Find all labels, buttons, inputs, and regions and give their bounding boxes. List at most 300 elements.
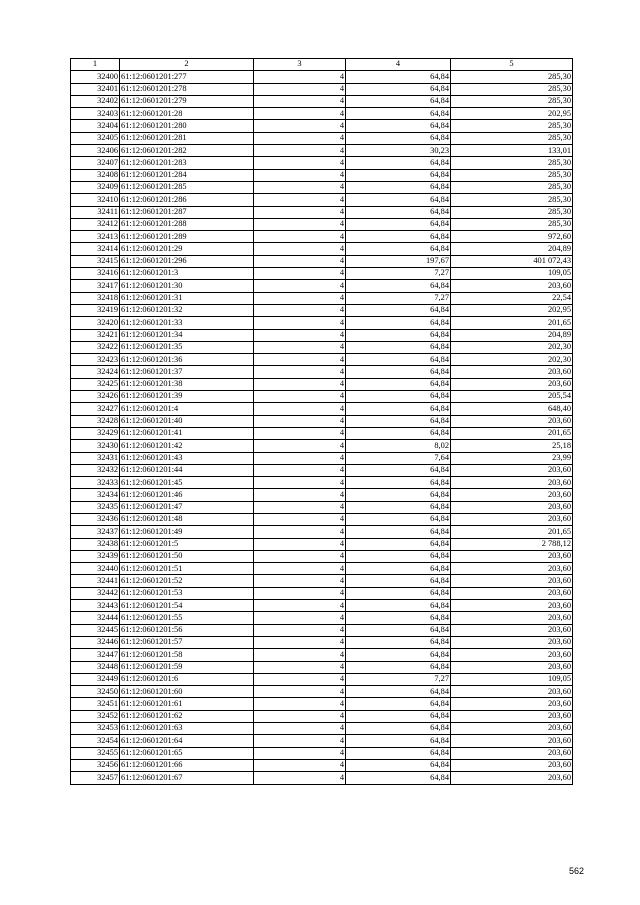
- row-number-cell: 32410: [71, 194, 120, 206]
- value-cell: 203,60: [451, 723, 573, 735]
- table-row: [71, 477, 573, 489]
- cadastral-number-cell: 61:12:0601201:29: [120, 243, 254, 255]
- row-number-cell: 32439: [71, 550, 120, 562]
- type-cell: 4: [254, 145, 346, 157]
- table-row: [71, 612, 573, 624]
- value-cell: 285,30: [451, 157, 573, 169]
- table-row: [71, 206, 573, 218]
- table-row: [71, 120, 573, 132]
- value-cell: 201,65: [451, 526, 573, 538]
- value-cell: 285,30: [451, 83, 573, 95]
- type-cell: 4: [254, 575, 346, 587]
- table-row: [71, 194, 573, 206]
- value-cell: 203,60: [451, 513, 573, 525]
- area-cell: 64,84: [346, 120, 451, 132]
- value-cell: 285,30: [451, 218, 573, 230]
- header-cell-4: 4: [346, 59, 451, 71]
- row-number-cell: 32440: [71, 563, 120, 575]
- row-number-cell: 32428: [71, 415, 120, 427]
- area-cell: 64,84: [346, 661, 451, 673]
- type-cell: 4: [254, 600, 346, 612]
- cadastral-number-cell: 61:12:0601201:287: [120, 206, 254, 218]
- value-cell: 648,40: [451, 403, 573, 415]
- area-cell: 64,84: [346, 354, 451, 366]
- table-body: [71, 71, 573, 784]
- value-cell: 203,60: [451, 698, 573, 710]
- value-cell: 202,30: [451, 341, 573, 353]
- area-cell: 64,84: [346, 317, 451, 329]
- row-number-cell: 32406: [71, 145, 120, 157]
- page-number: 562: [568, 866, 584, 876]
- type-cell: 4: [254, 772, 346, 784]
- cadastral-number-cell: 61:12:0601201:42: [120, 440, 254, 452]
- cadastral-number-cell: 61:12:0601201:51: [120, 563, 254, 575]
- area-cell: 64,84: [346, 501, 451, 513]
- cadastral-number-cell: 61:12:0601201:41: [120, 427, 254, 439]
- value-cell: 203,60: [451, 772, 573, 784]
- row-number-cell: 32455: [71, 747, 120, 759]
- type-cell: 4: [254, 661, 346, 673]
- table-row: [71, 538, 573, 550]
- area-cell: 64,84: [346, 686, 451, 698]
- type-cell: 4: [254, 403, 346, 415]
- row-number-cell: 32456: [71, 759, 120, 771]
- cadastral-number-cell: 61:12:0601201:286: [120, 194, 254, 206]
- value-cell: 203,60: [451, 489, 573, 501]
- value-cell: 203,60: [451, 378, 573, 390]
- cadastral-number-cell: 61:12:0601201:52: [120, 575, 254, 587]
- area-cell: 64,84: [346, 403, 451, 415]
- row-number-cell: 32435: [71, 501, 120, 513]
- header-row: [71, 59, 573, 71]
- value-cell: 25,18: [451, 440, 573, 452]
- table-row: [71, 710, 573, 722]
- row-number-cell: 32412: [71, 218, 120, 230]
- type-cell: 4: [254, 513, 346, 525]
- table-row: [71, 169, 573, 181]
- value-cell: 203,60: [451, 550, 573, 562]
- value-cell: 203,60: [451, 759, 573, 771]
- area-cell: 64,84: [346, 735, 451, 747]
- row-number-cell: 32408: [71, 169, 120, 181]
- cadastral-number-cell: 61:12:0601201:278: [120, 83, 254, 95]
- table-row: [71, 378, 573, 390]
- table-row: [71, 145, 573, 157]
- row-number-cell: 32436: [71, 513, 120, 525]
- cadastral-number-cell: 61:12:0601201:67: [120, 772, 254, 784]
- value-cell: 201,65: [451, 317, 573, 329]
- value-cell: 22,54: [451, 292, 573, 304]
- row-number-cell: 32433: [71, 477, 120, 489]
- value-cell: 133,01: [451, 145, 573, 157]
- row-number-cell: 32401: [71, 83, 120, 95]
- table-row: [71, 661, 573, 673]
- row-number-cell: 32445: [71, 624, 120, 636]
- type-cell: 4: [254, 427, 346, 439]
- value-cell: 203,60: [451, 587, 573, 599]
- cadastral-number-cell: 61:12:0601201:63: [120, 723, 254, 735]
- type-cell: 4: [254, 563, 346, 575]
- table-row: [71, 575, 573, 587]
- type-cell: 4: [254, 231, 346, 243]
- row-number-cell: 32426: [71, 391, 120, 403]
- row-number-cell: 32434: [71, 489, 120, 501]
- type-cell: 4: [254, 194, 346, 206]
- row-number-cell: 32411: [71, 206, 120, 218]
- area-cell: 64,84: [346, 231, 451, 243]
- table-row: [71, 673, 573, 685]
- value-cell: 205,54: [451, 391, 573, 403]
- area-cell: 7,27: [346, 673, 451, 685]
- area-cell: 64,84: [346, 636, 451, 648]
- type-cell: 4: [254, 747, 346, 759]
- type-cell: 4: [254, 501, 346, 513]
- cadastral-number-cell: 61:12:0601201:6: [120, 673, 254, 685]
- value-cell: 203,60: [451, 464, 573, 476]
- cadastral-number-cell: 61:12:0601201:4: [120, 403, 254, 415]
- type-cell: 4: [254, 735, 346, 747]
- type-cell: 4: [254, 378, 346, 390]
- type-cell: 4: [254, 698, 346, 710]
- area-cell: 64,84: [346, 157, 451, 169]
- cadastral-number-cell: 61:12:0601201:283: [120, 157, 254, 169]
- header-cell-1: 1: [71, 59, 120, 71]
- value-cell: 285,30: [451, 169, 573, 181]
- table-row: [71, 501, 573, 513]
- type-cell: 4: [254, 181, 346, 193]
- type-cell: 4: [254, 304, 346, 316]
- value-cell: 203,60: [451, 280, 573, 292]
- table-row: [71, 698, 573, 710]
- type-cell: 4: [254, 587, 346, 599]
- row-number-cell: 32404: [71, 120, 120, 132]
- area-cell: 64,84: [346, 108, 451, 120]
- type-cell: 4: [254, 477, 346, 489]
- table-row: [71, 83, 573, 95]
- table-row: [71, 181, 573, 193]
- value-cell: 203,60: [451, 710, 573, 722]
- area-cell: 64,84: [346, 329, 451, 341]
- row-number-cell: 32423: [71, 354, 120, 366]
- type-cell: 4: [254, 120, 346, 132]
- area-cell: 64,84: [346, 169, 451, 181]
- value-cell: 203,60: [451, 649, 573, 661]
- cadastral-number-cell: 61:12:0601201:34: [120, 329, 254, 341]
- value-cell: 203,60: [451, 661, 573, 673]
- row-number-cell: 32453: [71, 723, 120, 735]
- table-row: [71, 624, 573, 636]
- table-row: [71, 513, 573, 525]
- area-cell: 64,84: [346, 181, 451, 193]
- table-row: [71, 550, 573, 562]
- area-cell: 64,84: [346, 649, 451, 661]
- type-cell: 4: [254, 415, 346, 427]
- type-cell: 4: [254, 464, 346, 476]
- type-cell: 4: [254, 169, 346, 181]
- type-cell: 4: [254, 686, 346, 698]
- header-cell-2: 2: [120, 59, 254, 71]
- cadastral-number-cell: 61:12:0601201:60: [120, 686, 254, 698]
- table-row: [71, 427, 573, 439]
- cadastral-number-cell: 61:12:0601201:37: [120, 366, 254, 378]
- registry-table: [70, 58, 573, 785]
- area-cell: 8,02: [346, 440, 451, 452]
- cadastral-number-cell: 61:12:0601201:43: [120, 452, 254, 464]
- cadastral-number-cell: 61:12:0601201:5: [120, 538, 254, 550]
- type-cell: 4: [254, 292, 346, 304]
- area-cell: 64,84: [346, 280, 451, 292]
- table-row: [71, 280, 573, 292]
- type-cell: 4: [254, 649, 346, 661]
- row-number-cell: 32424: [71, 366, 120, 378]
- area-cell: 64,84: [346, 194, 451, 206]
- type-cell: 4: [254, 71, 346, 83]
- value-cell: 203,60: [451, 686, 573, 698]
- cadastral-number-cell: 61:12:0601201:62: [120, 710, 254, 722]
- area-cell: 64,84: [346, 575, 451, 587]
- row-number-cell: 32425: [71, 378, 120, 390]
- row-number-cell: 32427: [71, 403, 120, 415]
- cadastral-number-cell: 61:12:0601201:36: [120, 354, 254, 366]
- area-cell: 64,84: [346, 747, 451, 759]
- cadastral-number-cell: 61:12:0601201:279: [120, 95, 254, 107]
- table-row: [71, 415, 573, 427]
- value-cell: 285,30: [451, 120, 573, 132]
- table-row: [71, 268, 573, 280]
- cadastral-number-cell: 61:12:0601201:38: [120, 378, 254, 390]
- row-number-cell: 32419: [71, 304, 120, 316]
- area-cell: 64,84: [346, 513, 451, 525]
- type-cell: 4: [254, 636, 346, 648]
- area-cell: 64,84: [346, 698, 451, 710]
- cadastral-number-cell: 61:12:0601201:3: [120, 268, 254, 280]
- cadastral-number-cell: 61:12:0601201:55: [120, 612, 254, 624]
- table-row: [71, 255, 573, 267]
- table-row: [71, 649, 573, 661]
- row-number-cell: 32446: [71, 636, 120, 648]
- area-cell: 7,64: [346, 452, 451, 464]
- type-cell: 4: [254, 489, 346, 501]
- cadastral-number-cell: 61:12:0601201:48: [120, 513, 254, 525]
- area-cell: 64,84: [346, 489, 451, 501]
- area-cell: 64,84: [346, 391, 451, 403]
- cadastral-number-cell: 61:12:0601201:296: [120, 255, 254, 267]
- value-cell: 285,30: [451, 181, 573, 193]
- type-cell: 4: [254, 206, 346, 218]
- table-row: [71, 636, 573, 648]
- row-number-cell: 32447: [71, 649, 120, 661]
- cadastral-number-cell: 61:12:0601201:64: [120, 735, 254, 747]
- table-row: [71, 157, 573, 169]
- row-number-cell: 32418: [71, 292, 120, 304]
- value-cell: 203,60: [451, 415, 573, 427]
- table-row: [71, 95, 573, 107]
- table-row: [71, 526, 573, 538]
- type-cell: 4: [254, 710, 346, 722]
- area-cell: 197,67: [346, 255, 451, 267]
- area-cell: 64,84: [346, 772, 451, 784]
- cadastral-number-cell: 61:12:0601201:30: [120, 280, 254, 292]
- table-row: [71, 403, 573, 415]
- cadastral-number-cell: 61:12:0601201:277: [120, 71, 254, 83]
- value-cell: 401 072,43: [451, 255, 573, 267]
- table-row: [71, 304, 573, 316]
- value-cell: 203,60: [451, 563, 573, 575]
- value-cell: 23,99: [451, 452, 573, 464]
- table-row: [71, 759, 573, 771]
- value-cell: 204,89: [451, 329, 573, 341]
- area-cell: 64,84: [346, 304, 451, 316]
- cadastral-number-cell: 61:12:0601201:49: [120, 526, 254, 538]
- table-row: [71, 292, 573, 304]
- area-cell: 64,84: [346, 550, 451, 562]
- table-row: [71, 587, 573, 599]
- area-cell: 7,27: [346, 268, 451, 280]
- table-row: [71, 723, 573, 735]
- area-cell: 64,84: [346, 415, 451, 427]
- value-cell: 203,60: [451, 747, 573, 759]
- table-row: [71, 341, 573, 353]
- cadastral-number-cell: 61:12:0601201:65: [120, 747, 254, 759]
- row-number-cell: 32443: [71, 600, 120, 612]
- row-number-cell: 32400: [71, 71, 120, 83]
- area-cell: 64,84: [346, 600, 451, 612]
- cadastral-number-cell: 61:12:0601201:289: [120, 231, 254, 243]
- row-number-cell: 32432: [71, 464, 120, 476]
- row-number-cell: 32431: [71, 452, 120, 464]
- table-row: [71, 243, 573, 255]
- table-row: [71, 218, 573, 230]
- type-cell: 4: [254, 759, 346, 771]
- type-cell: 4: [254, 723, 346, 735]
- value-cell: 285,30: [451, 95, 573, 107]
- cadastral-number-cell: 61:12:0601201:281: [120, 132, 254, 144]
- row-number-cell: 32429: [71, 427, 120, 439]
- table-row: [71, 452, 573, 464]
- header-cell-5: 5: [451, 59, 573, 71]
- type-cell: 4: [254, 255, 346, 267]
- type-cell: 4: [254, 132, 346, 144]
- type-cell: 4: [254, 243, 346, 255]
- type-cell: 4: [254, 538, 346, 550]
- area-cell: 64,84: [346, 526, 451, 538]
- cadastral-number-cell: 61:12:0601201:56: [120, 624, 254, 636]
- type-cell: 4: [254, 624, 346, 636]
- row-number-cell: 32442: [71, 587, 120, 599]
- value-cell: 203,60: [451, 477, 573, 489]
- table-row: [71, 366, 573, 378]
- type-cell: 4: [254, 317, 346, 329]
- value-cell: 203,60: [451, 366, 573, 378]
- cadastral-number-cell: 61:12:0601201:53: [120, 587, 254, 599]
- value-cell: 202,95: [451, 304, 573, 316]
- value-cell: 202,30: [451, 354, 573, 366]
- area-cell: 64,84: [346, 759, 451, 771]
- cadastral-number-cell: 61:12:0601201:40: [120, 415, 254, 427]
- value-cell: 204,89: [451, 243, 573, 255]
- type-cell: 4: [254, 391, 346, 403]
- row-number-cell: 32452: [71, 710, 120, 722]
- row-number-cell: 32437: [71, 526, 120, 538]
- value-cell: 285,30: [451, 206, 573, 218]
- type-cell: 4: [254, 341, 346, 353]
- cadastral-number-cell: 61:12:0601201:59: [120, 661, 254, 673]
- value-cell: 285,30: [451, 71, 573, 83]
- type-cell: 4: [254, 218, 346, 230]
- cadastral-number-cell: 61:12:0601201:66: [120, 759, 254, 771]
- row-number-cell: 32441: [71, 575, 120, 587]
- table-row: [71, 391, 573, 403]
- row-number-cell: 32421: [71, 329, 120, 341]
- value-cell: 109,05: [451, 268, 573, 280]
- row-number-cell: 32438: [71, 538, 120, 550]
- cadastral-number-cell: 61:12:0601201:282: [120, 145, 254, 157]
- cadastral-number-cell: 61:12:0601201:285: [120, 181, 254, 193]
- table-row: [71, 440, 573, 452]
- value-cell: 202,95: [451, 108, 573, 120]
- area-cell: 64,84: [346, 710, 451, 722]
- type-cell: 4: [254, 550, 346, 562]
- area-cell: 64,84: [346, 71, 451, 83]
- value-cell: 203,60: [451, 636, 573, 648]
- area-cell: 64,84: [346, 587, 451, 599]
- area-cell: 64,84: [346, 427, 451, 439]
- cadastral-number-cell: 61:12:0601201:35: [120, 341, 254, 353]
- row-number-cell: 32407: [71, 157, 120, 169]
- cadastral-number-cell: 61:12:0601201:50: [120, 550, 254, 562]
- table-row: [71, 317, 573, 329]
- cadastral-number-cell: 61:12:0601201:57: [120, 636, 254, 648]
- area-cell: 64,84: [346, 378, 451, 390]
- value-cell: 285,30: [451, 132, 573, 144]
- area-cell: 64,84: [346, 366, 451, 378]
- row-number-cell: 32454: [71, 735, 120, 747]
- cadastral-number-cell: 61:12:0601201:58: [120, 649, 254, 661]
- cadastral-number-cell: 61:12:0601201:28: [120, 108, 254, 120]
- area-cell: 64,84: [346, 612, 451, 624]
- type-cell: 4: [254, 268, 346, 280]
- value-cell: 203,60: [451, 735, 573, 747]
- table-row: [71, 772, 573, 784]
- row-number-cell: 32451: [71, 698, 120, 710]
- area-cell: 64,84: [346, 206, 451, 218]
- type-cell: 4: [254, 95, 346, 107]
- value-cell: 2 788,12: [451, 538, 573, 550]
- value-cell: 201,65: [451, 427, 573, 439]
- cadastral-number-cell: 61:12:0601201:284: [120, 169, 254, 181]
- type-cell: 4: [254, 354, 346, 366]
- type-cell: 4: [254, 440, 346, 452]
- value-cell: 285,30: [451, 194, 573, 206]
- type-cell: 4: [254, 329, 346, 341]
- row-number-cell: 32449: [71, 673, 120, 685]
- table-row: [71, 108, 573, 120]
- cadastral-number-cell: 61:12:0601201:32: [120, 304, 254, 316]
- table-row: [71, 231, 573, 243]
- table-header: [71, 59, 573, 71]
- table-row: [71, 686, 573, 698]
- type-cell: 4: [254, 157, 346, 169]
- table-row: [71, 489, 573, 501]
- value-cell: 203,60: [451, 624, 573, 636]
- type-cell: 4: [254, 108, 346, 120]
- cadastral-number-cell: 61:12:0601201:54: [120, 600, 254, 612]
- type-cell: 4: [254, 612, 346, 624]
- area-cell: 64,84: [346, 464, 451, 476]
- area-cell: 30,23: [346, 145, 451, 157]
- area-cell: 64,84: [346, 341, 451, 353]
- area-cell: 64,84: [346, 95, 451, 107]
